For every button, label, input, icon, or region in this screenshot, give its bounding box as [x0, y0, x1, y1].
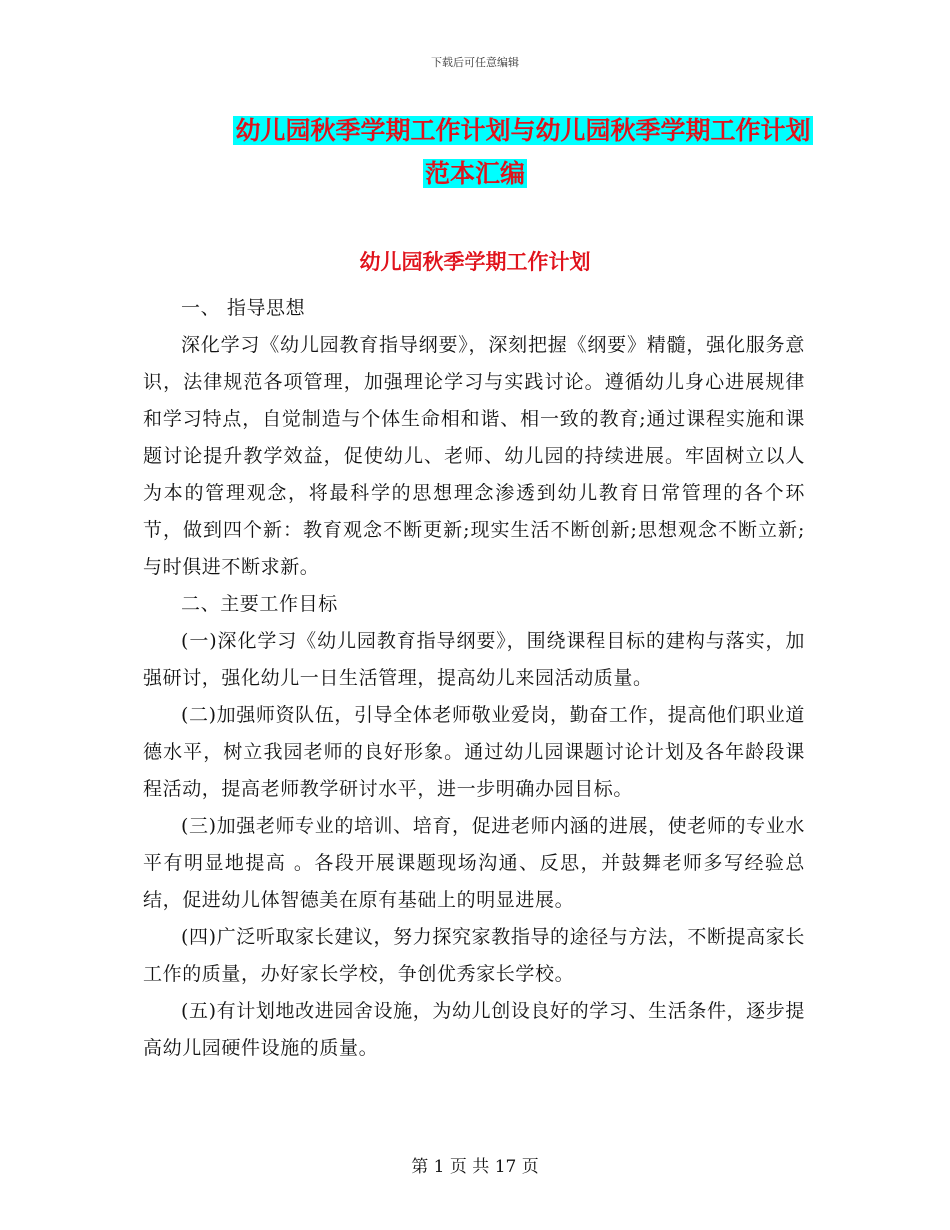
heading-main-goals: 二、主要工作目标	[181, 593, 338, 615]
paragraph-goal-3: (三)加强老师专业的培训、培育，促进老师内涵的进展，使老师的专业水平有明显地提高 。各段开展课题现场沟通、反思，并鼓舞老师多写经验总结，促进幼儿体智德美在原有基础上的明显进展。	[143, 815, 805, 911]
document-body	[143, 290, 805, 1067]
page-footer: 第 1 页 共 17 页	[411, 1157, 539, 1177]
paragraph-guiding-thought: 深化学习《幼儿园教育指导纲要》，深刻把握《纲要》精髓，强化服务意识，法律规范各项管理，加强理论学习与实践讨论。遵循幼儿身心进展规律和学习特点，自觉制造与个体生命相和谐、相一致的教育;通过课程实施和课题讨论提升教学效益，促使幼儿、老师、幼儿园的持续进展。牢固树立以人为本的管理观念，将最科学的思想理念渗透到幼儿教育日常管理的各个环节，做到四个新：教育观念不断更新;现实生活不断创新;思想观念不断立新;与时俱进不断求新。	[143, 334, 805, 578]
paragraph-goal-4: (四)广泛听取家长建议，努力探究家教指导的途径与方法，不断提高家长工作的质量，办好家长学校，争创优秀家长学校。	[143, 926, 805, 985]
document-title-line-1	[48, 113, 950, 149]
paragraph-goal-2: (二)加强师资队伍，引导全体老师敬业爱岗，勤奋工作，提高他们职业道德水平，树立我园老师的良好形象。通过幼儿园课题讨论计划及各年龄段课程活动，提高老师教学研讨水平，进一步明确办园目标。	[143, 704, 805, 800]
paragraph-goal-5: (五)有计划地改进园舍设施，为幼儿创设良好的学习、生活条件，逐步提高幼儿园硬件设施的质量。	[143, 1000, 805, 1059]
paragraph-goal-1: (一)深化学习《幼儿园教育指导纲要》，围绕课程目标的建构与落实，加强研讨，强化幼儿一日生活管理，提高幼儿来园活动质量。	[143, 630, 805, 689]
header-note: 下载后可任意编辑	[431, 56, 519, 69]
heading-guiding-thought: 一、 指导思想	[181, 297, 306, 319]
section-title: 幼儿园秋季学期工作计划	[359, 250, 591, 274]
document-title-text-2: 范本汇编	[424, 159, 525, 188]
document-title-text-1: 幼儿园秋季学期工作计划与幼儿园秋季学期工作计划	[235, 116, 811, 145]
document-title-line-2	[0, 156, 950, 192]
